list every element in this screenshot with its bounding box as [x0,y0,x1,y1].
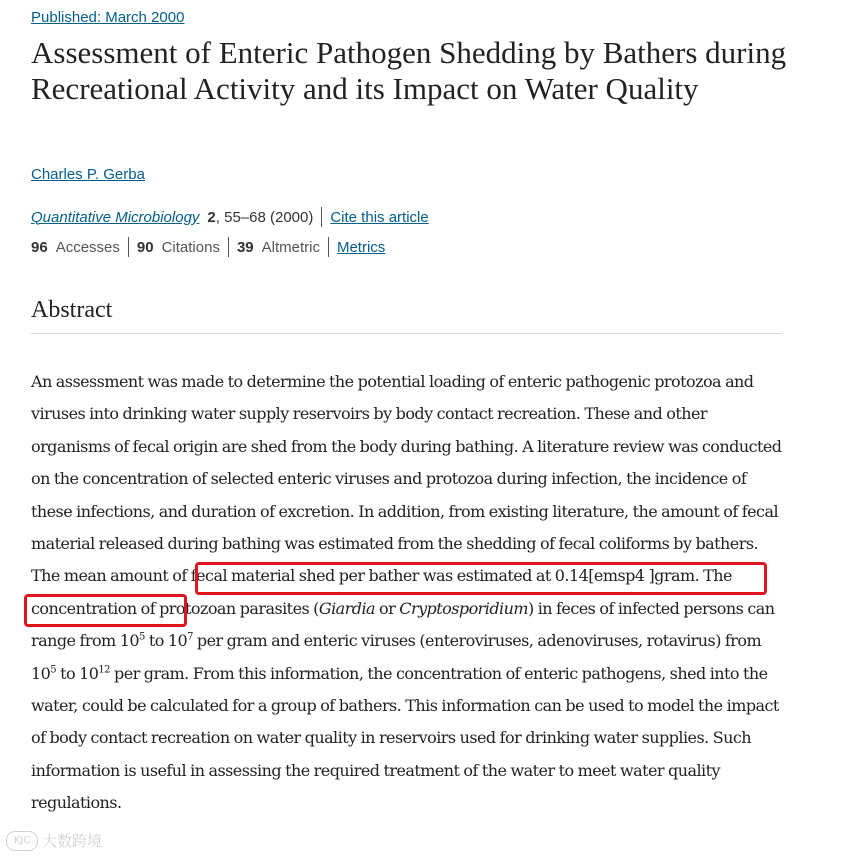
altmetric-count: 39 [236,238,254,256]
article-title: Assessment of Enteric Pathogen Shedding by Bathers during Recreational Activity and its Impact on Water Quality [31,35,787,106]
watermark-logo-icon: KJC [6,831,38,851]
watermark [6,830,102,851]
abstract-text: An assessment was made to determine the potential loading of enteric pathogenic protozoa and viruses into drinking water supply reservoirs by body contact recreation. These and other organisms of fecal origin are shed from the body during bathing. A literature review was conducted on the concentration of selected enteric viruses and protozoa during infection, the incidence of these infections, and duration of excretion. In addition, from existing literature, the amount of fecal material released during bathing was estimated from the shedding of fecal coliforms by bathers. The mean amount of fecal material shed per bather was estimated at 0.14[emsp4 ]gram. The concentration of protozoan parasites (Giardia or Cryptosporidium) in feces of infected persons can range from $10^5$ to $10^7$ per gram and enteric viruses (enteroviruses, adenoviruses, rotavirus) from $10^5$ to $10^{12}$ per gram. From this information, the concentration of enteric pathogens, shed into the water, could be calculated for a group of bathers. This information can be used to model the impact of body contact recreation on water quality in reservoirs used for drinking water supplies. Such information is useful in assessing the required treatment of the water to meet water quality regulations. [31,372,782,813]
published-date-link[interactable]: Published: March 2000 [31,9,185,26]
accesses-label: Accesses [55,238,120,256]
abstract-divider [31,333,782,334]
watermark-text: 大数跨境 [42,832,103,850]
altmetric-label: Altmetric [261,238,320,256]
abstract-heading: Abstract [31,297,113,323]
journal-volume: 2 [207,208,216,226]
citations-count: 90 [136,238,154,256]
author-link[interactable]: Charles P. Gerba [31,166,145,183]
accesses-count: 96 [31,238,48,256]
divider [328,237,329,257]
journal-pages-year: , 55–68 (2000) [215,208,314,226]
journal-link[interactable]: Quantitative Microbiology [31,208,200,226]
divider [321,207,322,227]
citation-row [31,207,429,227]
divider [228,237,229,257]
metrics-row [31,237,385,257]
cite-article-link[interactable]: Cite this article [330,208,429,226]
divider [128,237,129,257]
citations-label: Citations [161,238,220,256]
metrics-link[interactable]: Metrics [336,238,386,256]
